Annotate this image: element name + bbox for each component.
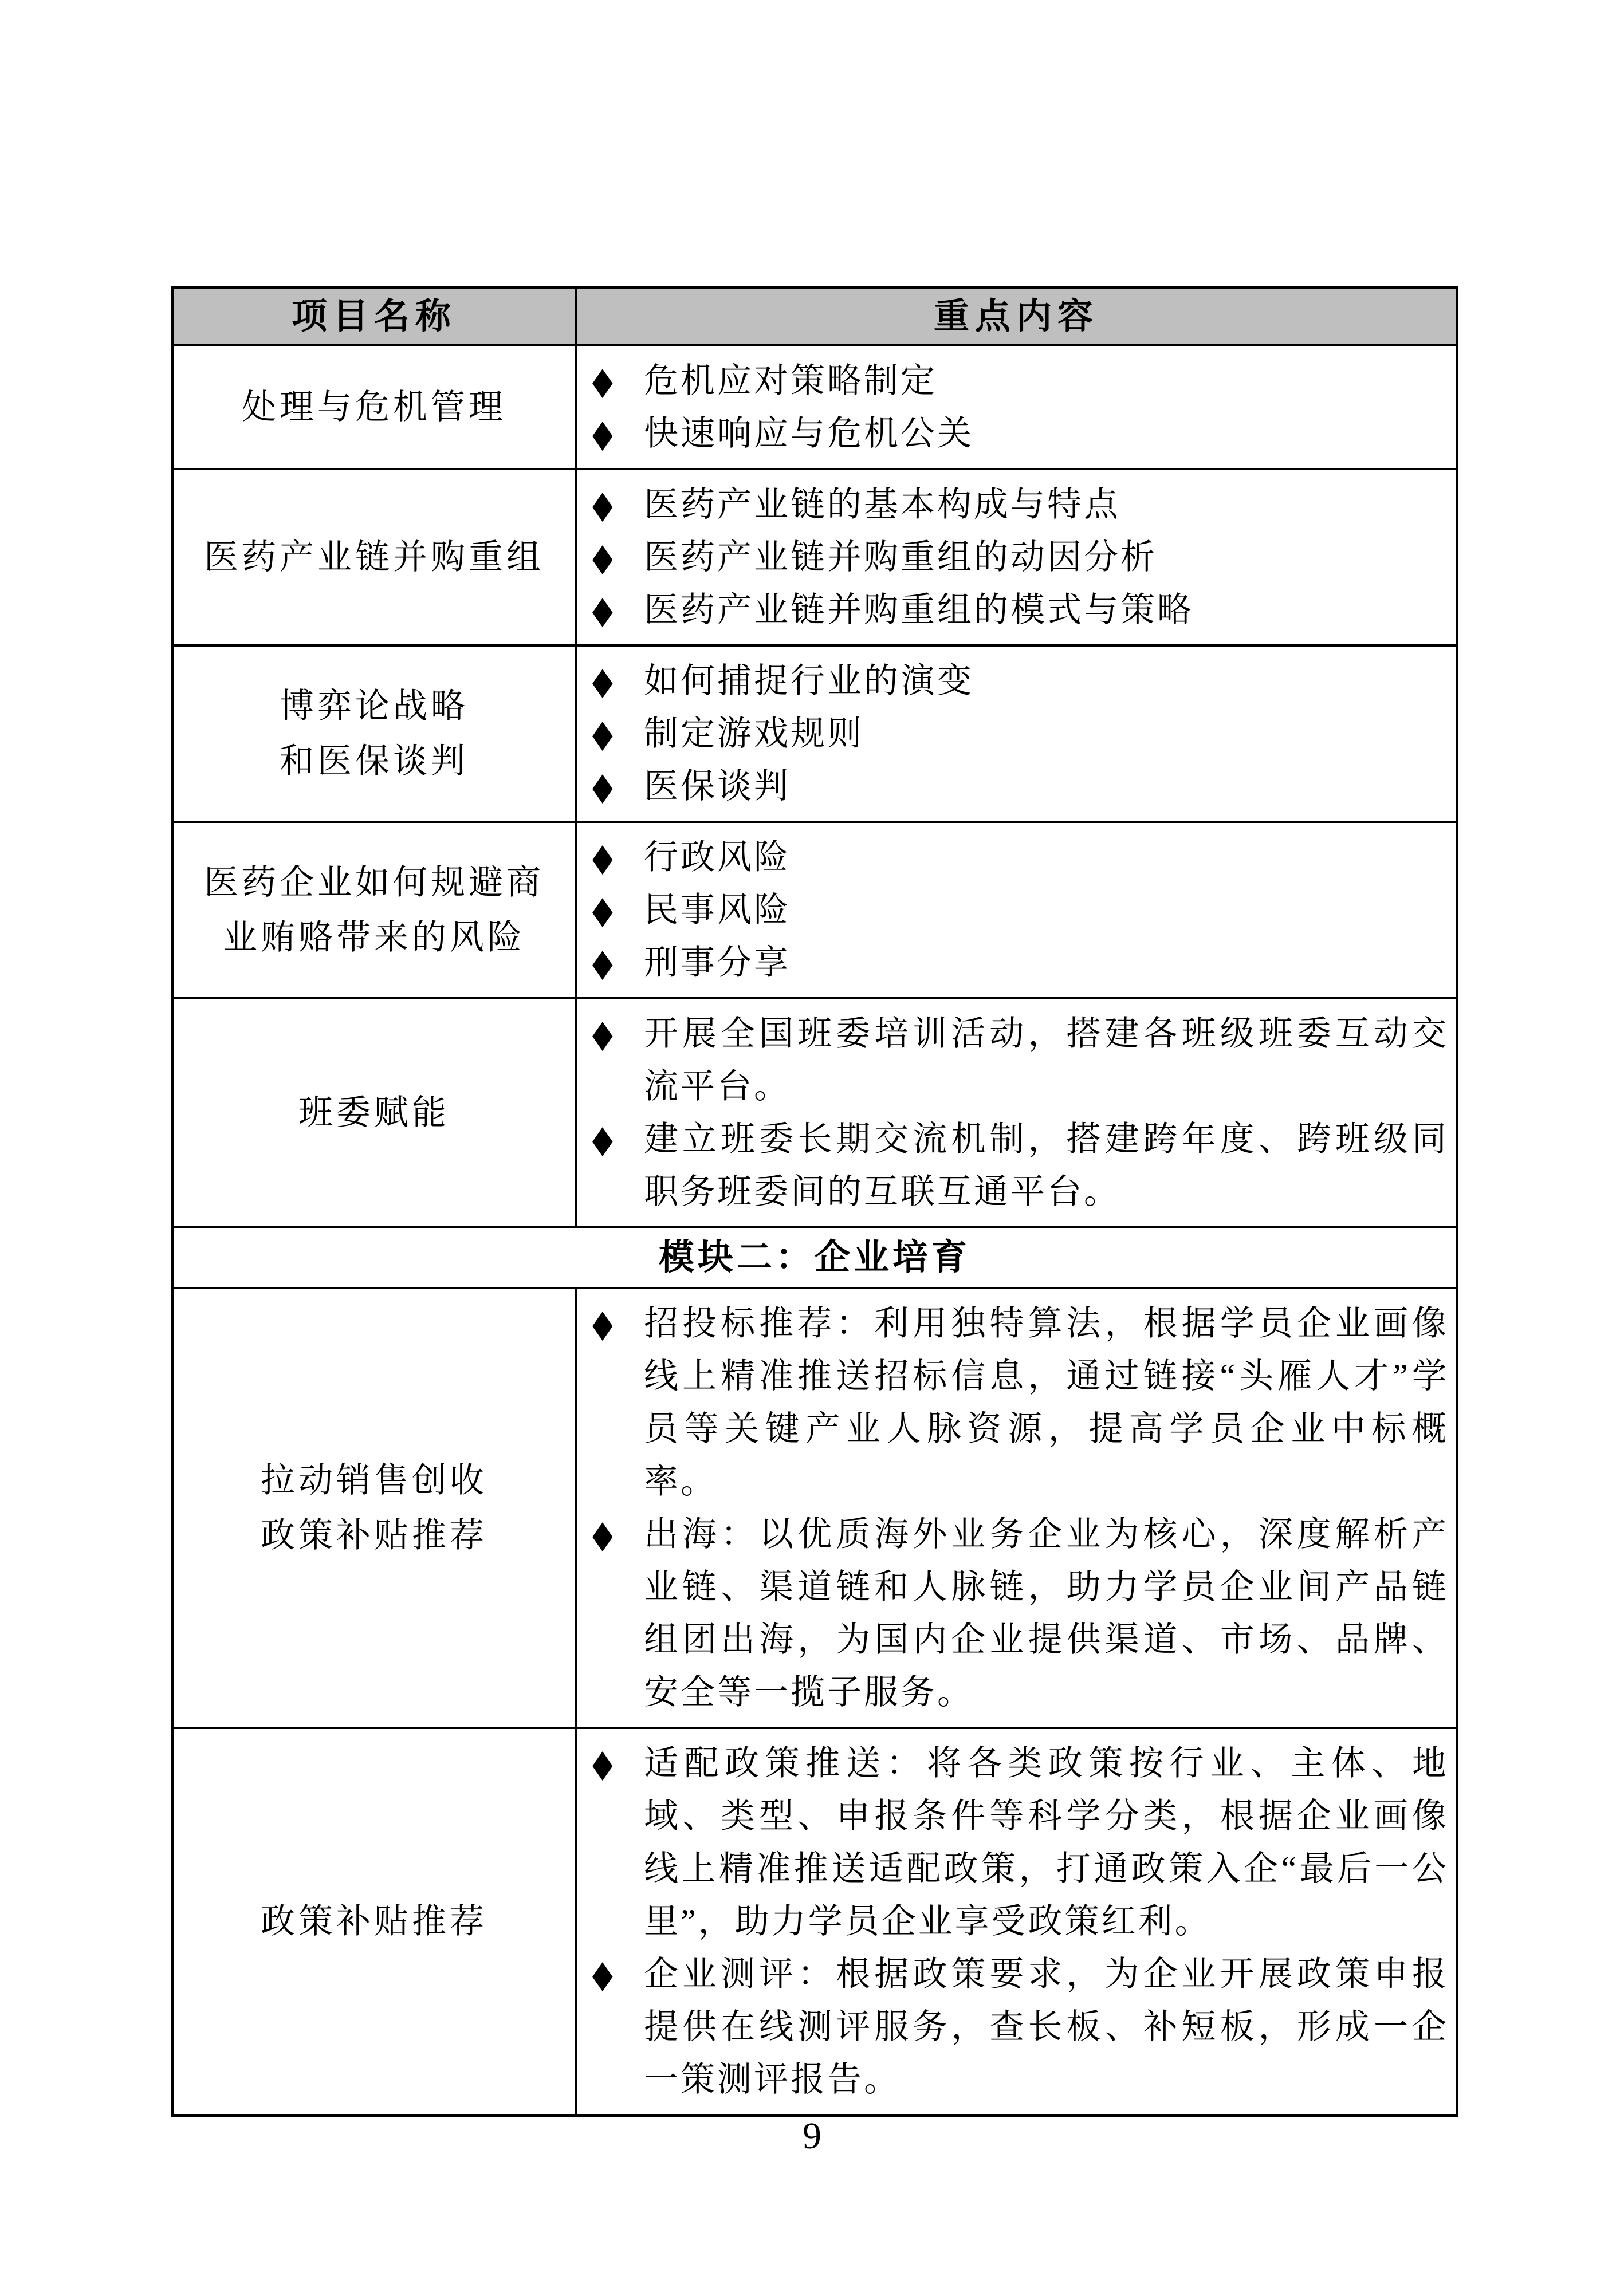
diamond-bullet-icon: ◆ bbox=[592, 1117, 615, 1160]
row-name: 医药产业链并购重组 bbox=[204, 538, 544, 576]
row-name: 拉动销售创收 bbox=[261, 1462, 487, 1499]
row-name: 班委赋能 bbox=[298, 1094, 450, 1132]
bullet-text: 危机应对策略制定 bbox=[644, 362, 937, 400]
row-content-cell bbox=[577, 1729, 1456, 2114]
bullet-item bbox=[592, 831, 1449, 884]
diamond-bullet-icon: ◆ bbox=[592, 1952, 615, 1995]
bullet-text: 建立班委长期交流机制，搭建跨年度、跨班级同职务班委间的互联互通平台。 bbox=[644, 1120, 1449, 1211]
bullet-item bbox=[592, 707, 1449, 760]
bullet-item bbox=[592, 584, 1449, 636]
bullet-item bbox=[592, 1297, 1449, 1508]
row-name-cell bbox=[174, 470, 577, 644]
header-cell-key-content bbox=[577, 289, 1456, 344]
bullet-text: 医保谈判 bbox=[644, 767, 791, 805]
table-row bbox=[174, 1287, 1456, 1727]
bullet-item bbox=[592, 355, 1449, 407]
row-name: 和医保谈判 bbox=[280, 742, 469, 780]
bullet-text: 民事风险 bbox=[644, 891, 791, 929]
row-name: 博弈论战略 bbox=[280, 687, 469, 725]
diamond-bullet-icon: ◆ bbox=[592, 359, 615, 402]
diamond-bullet-icon: ◆ bbox=[592, 888, 615, 931]
table-row bbox=[174, 997, 1456, 1226]
row-content-cell bbox=[577, 647, 1456, 821]
bullet-text: 适配政策推送：将各类政策按行业、主体、地域、类型、申报条件等科学分类，根据企业画像线上精准推送适配政策，打通政策入企“最后一公里”，助力学员企业享受政策红利。 bbox=[644, 1744, 1449, 1940]
row-content-cell bbox=[577, 1289, 1456, 1727]
bullet-text: 开展全国班委培训活动，搭建各班级班委互动交流平台。 bbox=[644, 1015, 1449, 1105]
diamond-bullet-icon: ◆ bbox=[592, 659, 615, 702]
row-content-cell bbox=[577, 470, 1456, 644]
diamond-bullet-icon: ◆ bbox=[592, 836, 615, 879]
row-name-cell bbox=[174, 1289, 577, 1727]
bullet-item bbox=[592, 1948, 1449, 2106]
header-cell-project-name bbox=[174, 289, 577, 344]
row-name: 政策补贴推荐 bbox=[261, 1903, 487, 1940]
bullet-text: 医药产业链并购重组的模式与策略 bbox=[644, 591, 1194, 629]
row-content-cell bbox=[577, 999, 1456, 1226]
row-content-cell bbox=[577, 823, 1456, 997]
bullet-text: 医药产业链的基本构成与特点 bbox=[644, 486, 1120, 523]
diamond-bullet-icon: ◆ bbox=[592, 1742, 615, 1785]
row-name-cell bbox=[174, 823, 577, 997]
table-row bbox=[174, 344, 1456, 468]
header-label-key-content: 重点内容 bbox=[933, 297, 1099, 336]
bullet-item bbox=[592, 1508, 1449, 1719]
diamond-bullet-icon: ◆ bbox=[592, 535, 615, 578]
bullet-text: 刑事分享 bbox=[644, 944, 791, 982]
diamond-bullet-icon: ◆ bbox=[592, 1302, 615, 1345]
bullet-text: 招投标推荐：利用独特算法，根据学员企业画像线上精准推送招标信息，通过链接“头雁人才”学员等关键产业人脉资源，提高学员企业中标概率。 bbox=[644, 1305, 1449, 1501]
page-number: 9 bbox=[803, 2115, 821, 2157]
bullet-text: 企业测评：根据政策要求，为企业开展政策申报提供在线测评服务，查长板、补短板，形成一企一策测评报告。 bbox=[644, 1955, 1449, 2098]
bullet-text: 医药产业链并购重组的动因分析 bbox=[644, 538, 1157, 576]
bullet-item bbox=[592, 1007, 1449, 1113]
bullet-item bbox=[592, 1737, 1449, 1948]
table-row bbox=[174, 644, 1456, 821]
row-name-cell bbox=[174, 647, 577, 821]
bullet-item bbox=[592, 936, 1449, 989]
bullet-text: 快速响应与危机公关 bbox=[644, 415, 974, 452]
row-name: 业贿赂带来的风险 bbox=[223, 919, 525, 956]
row-name: 政策补贴推荐 bbox=[261, 1517, 487, 1554]
table-row bbox=[174, 468, 1456, 644]
header-label-project-name: 项目名称 bbox=[291, 297, 457, 336]
row-name: 医药企业如何规避商 bbox=[204, 864, 544, 901]
diamond-bullet-icon: ◆ bbox=[592, 483, 615, 526]
bullet-text: 如何捕捉行业的演变 bbox=[644, 662, 974, 700]
diamond-bullet-icon: ◆ bbox=[592, 1513, 615, 1555]
bullet-text: 制定游戏规则 bbox=[644, 715, 864, 753]
row-name: 处理与危机管理 bbox=[242, 388, 506, 426]
row-name-cell bbox=[174, 999, 577, 1226]
bullet-text: 行政风险 bbox=[644, 838, 791, 876]
bullet-item bbox=[592, 655, 1449, 707]
bullet-item bbox=[592, 884, 1449, 936]
diamond-bullet-icon: ◆ bbox=[592, 765, 615, 808]
diamond-bullet-icon: ◆ bbox=[592, 1012, 615, 1055]
row-content-cell bbox=[577, 346, 1456, 468]
row-name-cell bbox=[174, 1729, 577, 2114]
table-row bbox=[174, 1727, 1456, 2114]
bullet-item bbox=[592, 760, 1449, 813]
section-divider-label: 模块二：企业培育 bbox=[658, 1238, 970, 1277]
diamond-bullet-icon: ◆ bbox=[592, 588, 615, 631]
bullet-item bbox=[592, 407, 1449, 460]
diamond-bullet-icon: ◆ bbox=[592, 412, 615, 455]
course-content-table bbox=[171, 286, 1458, 2117]
diamond-bullet-icon: ◆ bbox=[592, 941, 615, 984]
bullet-item bbox=[592, 531, 1449, 584]
table-row bbox=[174, 821, 1456, 997]
row-name-cell bbox=[174, 346, 577, 468]
bullet-item bbox=[592, 1113, 1449, 1218]
diamond-bullet-icon: ◆ bbox=[592, 712, 615, 755]
bullet-text: 出海：以优质海外业务企业为核心，深度解析产业链、渠道链和人脉链，助力学员企业间产品链组团出海，为国内企业提供渠道、市场、品牌、安全等一揽子服务。 bbox=[644, 1515, 1449, 1711]
bullet-item bbox=[592, 478, 1449, 531]
table-header-row bbox=[174, 289, 1456, 344]
section-divider-row bbox=[174, 1226, 1456, 1287]
